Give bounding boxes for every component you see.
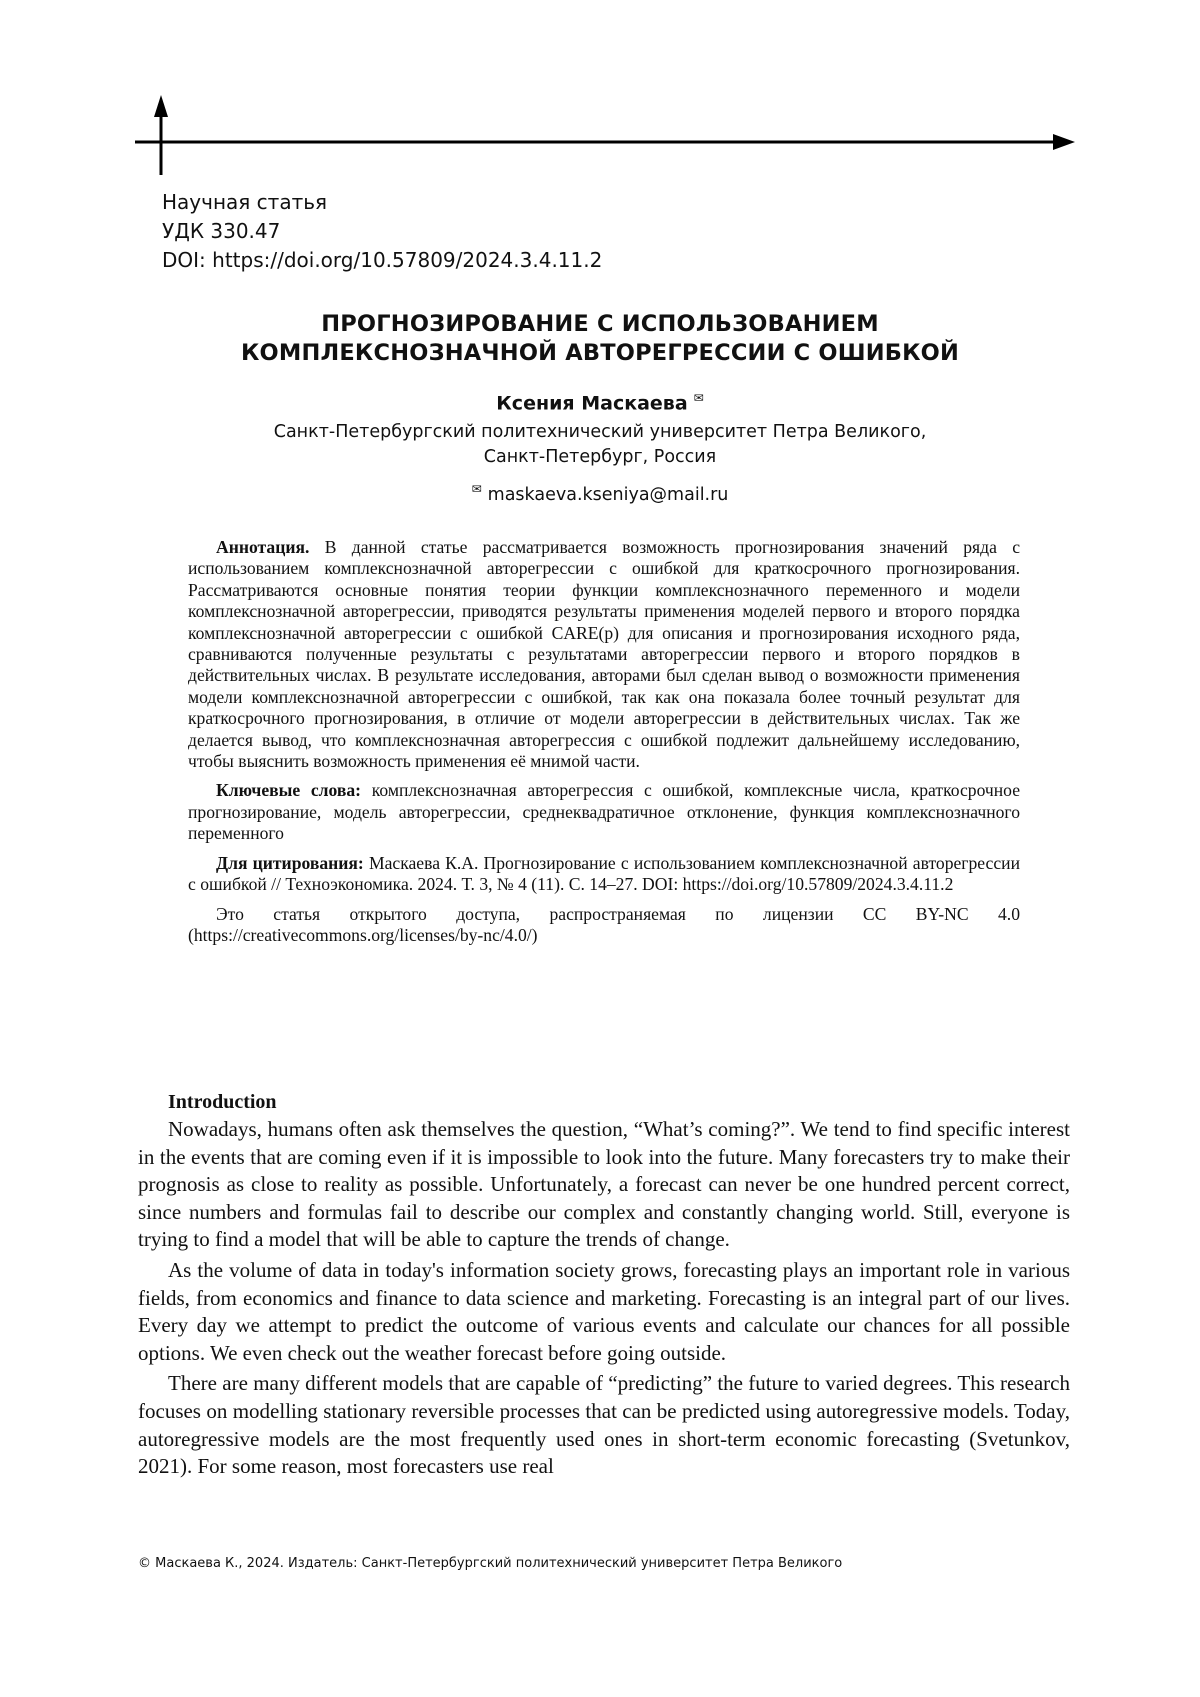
citation-label: Для цитирования: (216, 852, 364, 873)
keywords (188, 780, 1020, 844)
abstract (188, 537, 1020, 772)
author-name: Ксения Маскаева (496, 392, 688, 415)
body-paragraph-3: There are many different models that are capable of “predicting” the future to varied degrees. This research focuses on modelling stationary reversible processes that can be predicted using autoregressive models. Today, autoregressive models are the most frequently used ones in short-term economic forecasting (Svetunkov, 2021). For some reason, most forecasters use real (138, 1371, 1070, 1479)
article-type: Научная статья (162, 190, 328, 214)
section-heading: Introduction (168, 1091, 277, 1113)
author-email (0, 477, 1200, 508)
keywords-text: комплекснозначная авторегрессия с ошибкой, комплексные числа, краткосрочное прогнозирование, модель авторегрессии, среднеквадратичное отклонение, функция комплекснозначного переменного (188, 780, 1021, 844)
license-text: Это статья открытого доступа, распространяемая по лицензии CC BY-NC 4.0 (https://creativecommons.org/licenses/by-nc/4.0/) (188, 903, 1020, 945)
title-line-1: ПРОГНОЗИРОВАНИЕ С ИСПОЛЬЗОВАНИЕМ (321, 311, 879, 337)
affiliation (0, 420, 1200, 470)
axis-arrows-icon (135, 95, 1075, 175)
article-body (138, 1089, 1070, 1484)
affiliation-line-1: Санкт-Петербургский политехнический университет Петра Великого, (273, 422, 927, 442)
citation-text: Маскаева К.А. Прогнозирование с использованием комплекснозначной авторегрессии с ошибкой // Техноэкономика. 2024. Т. 3, № 4 (11). С. 14–27. DOI: https://doi.org/10.57809/2024.3.4.11.2 (188, 852, 1021, 895)
license (188, 904, 1020, 947)
article-meta (162, 188, 602, 275)
abstract-label: Аннотация. (216, 537, 310, 557)
envelope-icon: ✉ (471, 482, 482, 496)
email-address[interactable]: maskaeva.kseniya@mail.ru (487, 484, 729, 505)
title-line-2: КОМПЛЕКСНОЗНАЧНОЙ АВТОРЕГРЕССИИ С ОШИБКОЙ (240, 340, 960, 366)
keywords-label: Ключевые слова: (216, 780, 362, 801)
affiliation-line-2: Санкт-Петербург, Россия (483, 447, 717, 467)
body-paragraph-1: Nowadays, humans often ask themselves the question, “What’s coming?”. We tend to find specific interest in the events that are coming even if it is impossible to look into the future. Many forecasters try to make their prognosis as close to reality as possible. Unfortunately, a forecast can never be one hundred percent correct, since numbers and formulas fail to describe our complex and constantly changing world. Still, everyone is trying to find a model that will be able to capture the trends of change. (138, 1117, 1070, 1252)
envelope-icon: ✉ (693, 391, 704, 405)
abstract-block (188, 537, 1020, 954)
doi: DOI: https://doi.org/10.57809/2024.3.4.11.2 (162, 248, 603, 272)
udk-code: УДК 330.47 (162, 219, 281, 243)
copyright-footer: © Маскаева К., 2024. Издатель: Санкт-Петербургский политехнический университет Петра Великого (138, 1556, 843, 1571)
author (0, 385, 1200, 416)
abstract-text: В данной статье рассматривается возможность прогнозирования значений ряда с использованием комплекснозначной авторегрессии с ошибкой для краткосрочного прогнозирования. Рассматриваются основные понятия теории функции комплекснозначного переменного и модели комплекснозначной авторегрессии, приводятся результаты применения моделей первого и второго порядка комплекснозначной авторегрессии с ошибкой CARE(p) для описания и прогнозирования исходного ряда, сравниваются полученные результаты с результатами авторегрессии первого и второго порядков в действительных числах. В результате исследования, авторами был сделан вывод о возможности применения модели комплекснозначной авторегрессии с ошибкой, так как она показала более точный результат для краткосрочного прогнозирования, в отличие от модели авторегрессии в действительных числах. Так же делается вывод, что комплекснозначная авторегрессия с ошибкой подлежит дальнейшему исследованию, чтобы выяснить возможность применения её мнимой части. (188, 537, 1020, 772)
body-paragraph-2: As the volume of data in today's information society grows, forecasting plays an important role in various fields, from economics and finance to data science and marketing. Forecasting is an integral part of our lives. Every day we attempt to predict the outcome of various events and calculate our chances for all possible options. We even check out the weather forecast before going outside. (138, 1257, 1070, 1365)
citation (188, 853, 1020, 896)
article-title (0, 310, 1200, 368)
